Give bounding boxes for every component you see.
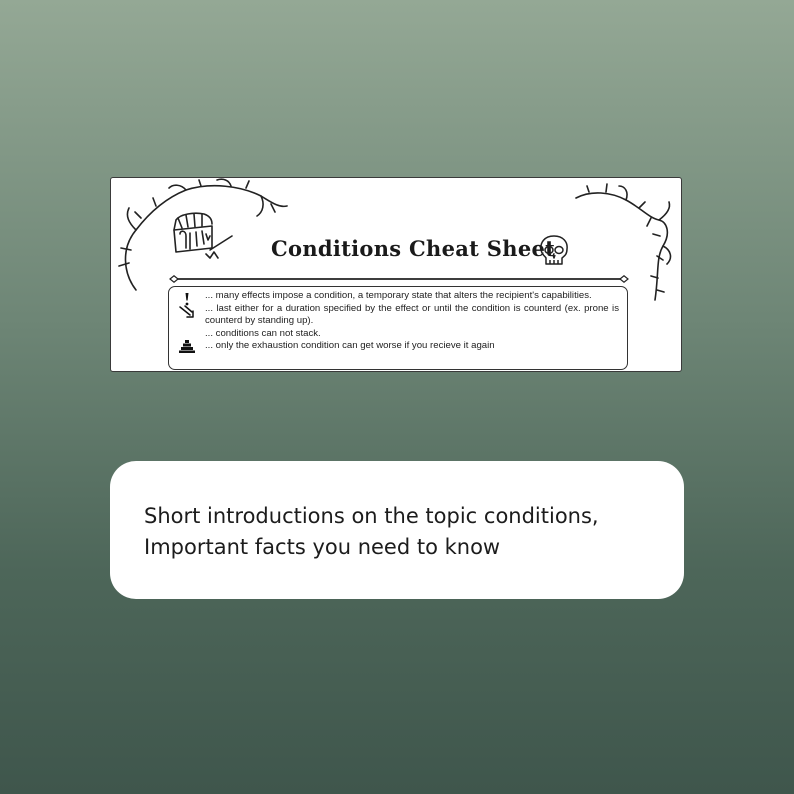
cheat-sheet-title: Conditions Cheat Sheet <box>271 236 556 261</box>
fact-text: ... last either for a duration specified by the effect or until the condition is counterd (ex. prone is counterd by standing up). <box>205 302 619 327</box>
fact-item <box>205 290 619 303</box>
fact-item <box>205 340 619 353</box>
treasure-chest-icon <box>166 206 236 264</box>
fact-item <box>205 303 619 328</box>
skull-icon <box>538 234 570 268</box>
stack-icon <box>177 339 197 353</box>
info-line-1: Short introductions on the topic conditions, <box>144 504 599 528</box>
divider-line <box>169 275 629 283</box>
fact-text: ... only the exhaustion condition can get worse if you recieve it again <box>205 340 495 352</box>
fact-text: ... many effects impose a condition, a temporary state that alters the recipient's capabilities. <box>205 290 592 301</box>
cheat-sheet-preview <box>110 177 682 372</box>
fact-item <box>205 328 619 341</box>
facts-box <box>168 286 628 370</box>
info-card <box>110 461 684 599</box>
arrow-icon <box>177 305 197 319</box>
fact-text: ... conditions can not stack. <box>205 327 321 339</box>
info-line-2: Important facts you need to know <box>144 535 501 559</box>
